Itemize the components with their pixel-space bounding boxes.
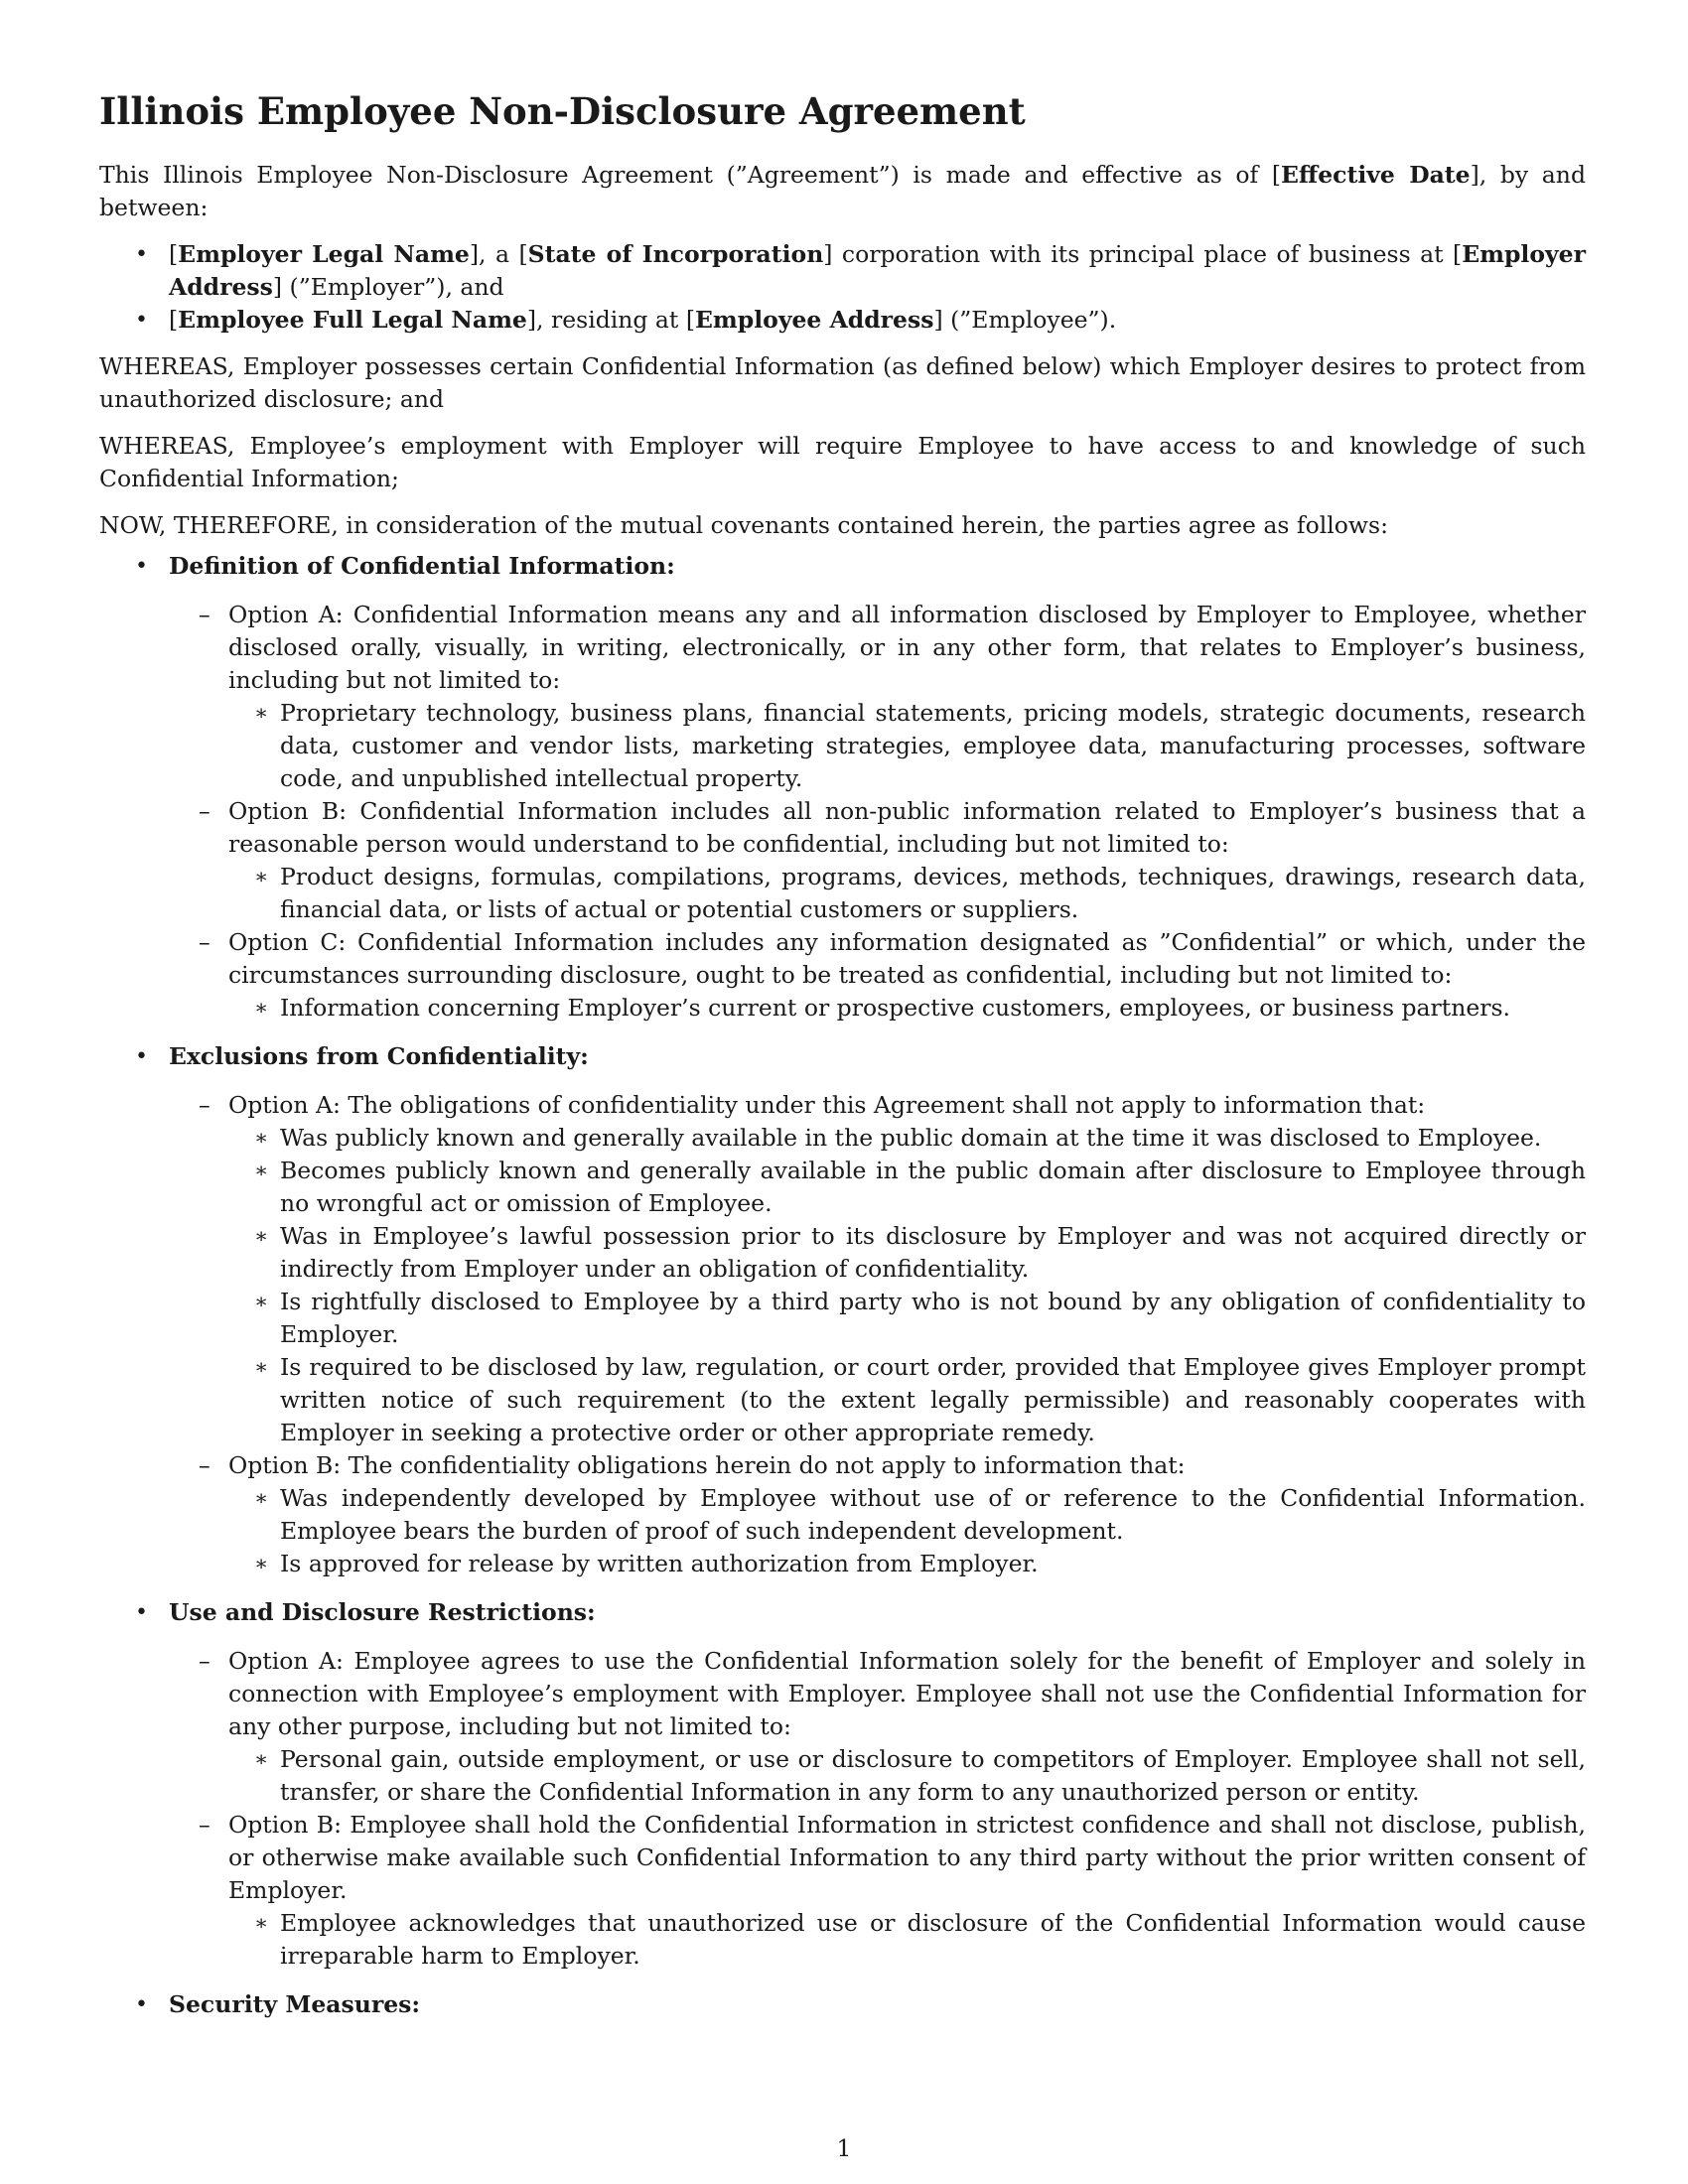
- sub-item: ∗ Personal gain, outside employment, or use or disclosure to competitors of Employer. Employee shall not sell, transfer, or share the Confidential Information in any form to any unauthorized person or entity.: [228, 1743, 1586, 1809]
- option-item: [169, 795, 1586, 926]
- sub-item: ∗ Is rightfully disclosed to Employee by a third party who is not bound by any obligation of confidentiality to Employer.: [228, 1286, 1586, 1351]
- state-of-incorporation-placeholder: State of Incorporation: [527, 240, 824, 269]
- employer-text-2: ], a [: [469, 240, 528, 269]
- employer-text-4: ] (”Employer”), and: [272, 273, 504, 302]
- option-text: Option A: The obligations of confidentiality under this Agreement shall not apply to information that:: [228, 1091, 1426, 1120]
- employee-text-2: ], residing at [: [526, 306, 696, 335]
- option-text: Option A: Employee agrees to use the Confidential Information solely for the benefit of Employer and solely in connection with Employee’s employment with Employer. Employee shall not use the Confidential Information for any other purpose, including but not limited to:: [228, 1647, 1586, 1741]
- sub-item: ∗ Was independently developed by Employee without use of or reference to the Confidential Information. Employee bears the burden of proof of such independent development.: [228, 1482, 1586, 1548]
- sub-item: ∗ Information concerning Employer’s current or prospective customers, employees, or business partners.: [228, 992, 1586, 1024]
- recital-whereas-2: WHEREAS, Employee’s employment with Employer will require Employee to have access to and knowledge of such Confidential Information;: [99, 432, 1586, 493]
- employee-text-1: [: [169, 306, 179, 335]
- parties-list: [99, 238, 1586, 337]
- section-heading: • Security Measures:: [169, 1990, 421, 2019]
- document-title: Illinois Employee Non-Disclosure Agreement: [99, 89, 1026, 133]
- sub-items-list: [228, 1743, 1586, 1809]
- recital-now-therefore: NOW, THEREFORE, in consideration of the mutual covenants contained herein, the parties agree as follows:: [99, 511, 1389, 540]
- intro-text-1: This Illinois Employee Non-Disclosure Agreement (”Agreement”) is made and effective as of [: [99, 161, 1282, 190]
- section-use-and-disclosure: [99, 1596, 1586, 1973]
- option-item: [169, 1089, 1586, 1449]
- sub-items-list: [228, 1482, 1586, 1580]
- intro-text-2: ], by and between:: [99, 161, 1586, 222]
- party-employee: [99, 304, 1586, 337]
- options-list: [169, 599, 1586, 1024]
- sub-item: ∗ Is required to be disclosed by law, regulation, or court order, provided that Employee gives Employer prompt written notice of such requirement (to the extent legally permissible) and reasonably cooperates with Employer in seeking a protective order or other appropriate remedy.: [228, 1351, 1586, 1449]
- option-text: Option B: The confidentiality obligations herein do not apply to information that:: [228, 1451, 1186, 1480]
- employer-address-placeholder: Employer Address: [169, 240, 1586, 302]
- employer-legal-name-placeholder: Employer Legal Name: [178, 240, 470, 269]
- sub-items-list: [228, 1122, 1586, 1449]
- sub-item: ∗ Proprietary technology, business plans, financial statements, pricing models, strategic documents, research data, customer and vendor lists, marketing strategies, employee data, manufacturing processes, software code, and unpublished intellectual property.: [228, 697, 1586, 795]
- sub-items-list: [228, 697, 1586, 795]
- option-item: [169, 1449, 1586, 1580]
- option-text: Option B: Confidential Information includes all non-public information related to Employer’s business that a reasonable person would understand to be confidential, including but not limited to:: [228, 797, 1586, 859]
- sections-list: [99, 550, 1586, 2021]
- option-text: Option A: Confidential Information means any and all information disclosed by Employer to Employee, whether disclosed orally, visually, in writing, electronically, or in any other form, that relates to Employer’s business, including but not limited to:: [228, 601, 1586, 695]
- option-item: [169, 599, 1586, 795]
- options-list: [169, 1645, 1586, 1973]
- sub-items-list: [228, 1907, 1586, 1973]
- section-exclusions: [99, 1040, 1586, 1580]
- sub-items-list: [228, 992, 1586, 1024]
- section-heading: • Use and Disclosure Restrictions:: [169, 1598, 596, 1627]
- sub-item: ∗ Becomes publicly known and generally available in the public domain after disclosure to Employee through no wrongful act or omission of Employee.: [228, 1155, 1586, 1220]
- section-heading: • Definition of Confidential Information:: [169, 552, 675, 581]
- sub-items-list: [228, 861, 1586, 926]
- employee-text-3: ] (”Employee”).: [933, 306, 1117, 335]
- option-item: [169, 926, 1586, 1024]
- section-definition: [99, 550, 1586, 1024]
- page-number: 1: [836, 2134, 852, 2162]
- employee-name-placeholder: Employee Full Legal Name: [178, 306, 527, 335]
- party-employer: [99, 238, 1586, 304]
- option-item: [169, 1645, 1586, 1809]
- section-heading: • Exclusions from Confidentiality:: [169, 1042, 589, 1071]
- intro-paragraph: [99, 159, 1586, 224]
- sub-item: ∗ Was publicly known and generally available in the public domain at the time it was disclosed to Employee.: [228, 1122, 1586, 1155]
- sub-item: ∗ Product designs, formulas, compilations, programs, devices, methods, techniques, drawings, research data, financial data, or lists of actual or potential customers or suppliers.: [228, 861, 1586, 926]
- sub-item: ∗ Employee acknowledges that unauthorized use or disclosure of the Confidential Information would cause irreparable harm to Employer.: [228, 1907, 1586, 1973]
- options-list: [169, 1089, 1586, 1580]
- sub-item: ∗ Was in Employee’s lawful possession prior to its disclosure by Employer and was not acquired directly or indirectly from Employer under an obligation of confidentiality.: [228, 1220, 1586, 1286]
- option-text: Option C: Confidential Information includes any information designated as ”Confidential” or which, under the circumstances surrounding disclosure, ought to be treated as confidential, including but not limited to:: [228, 928, 1586, 990]
- section-security-measures: [99, 1988, 1586, 2021]
- option-text: Option B: Employee shall hold the Confidential Information in strictest confidence and shall not disclose, publish, or otherwise make available such Confidential Information to any third party without the prior written consent of Employer.: [228, 1811, 1586, 1905]
- effective-date-placeholder: Effective Date: [1281, 161, 1471, 190]
- option-item: [169, 1809, 1586, 1973]
- employer-text-1: [: [169, 240, 179, 269]
- recital-whereas-1: WHEREAS, Employer possesses certain Confidential Information (as defined below) which Employer desires to protect from unauthorized disclosure; and: [99, 352, 1586, 414]
- employee-address-placeholder: Employee Address: [695, 306, 934, 335]
- employer-text-3: ] corporation with its principal place of business at [: [823, 240, 1463, 269]
- document-page: [99, 89, 1586, 2037]
- sub-item: ∗ Is approved for release by written authorization from Employer.: [228, 1548, 1586, 1580]
